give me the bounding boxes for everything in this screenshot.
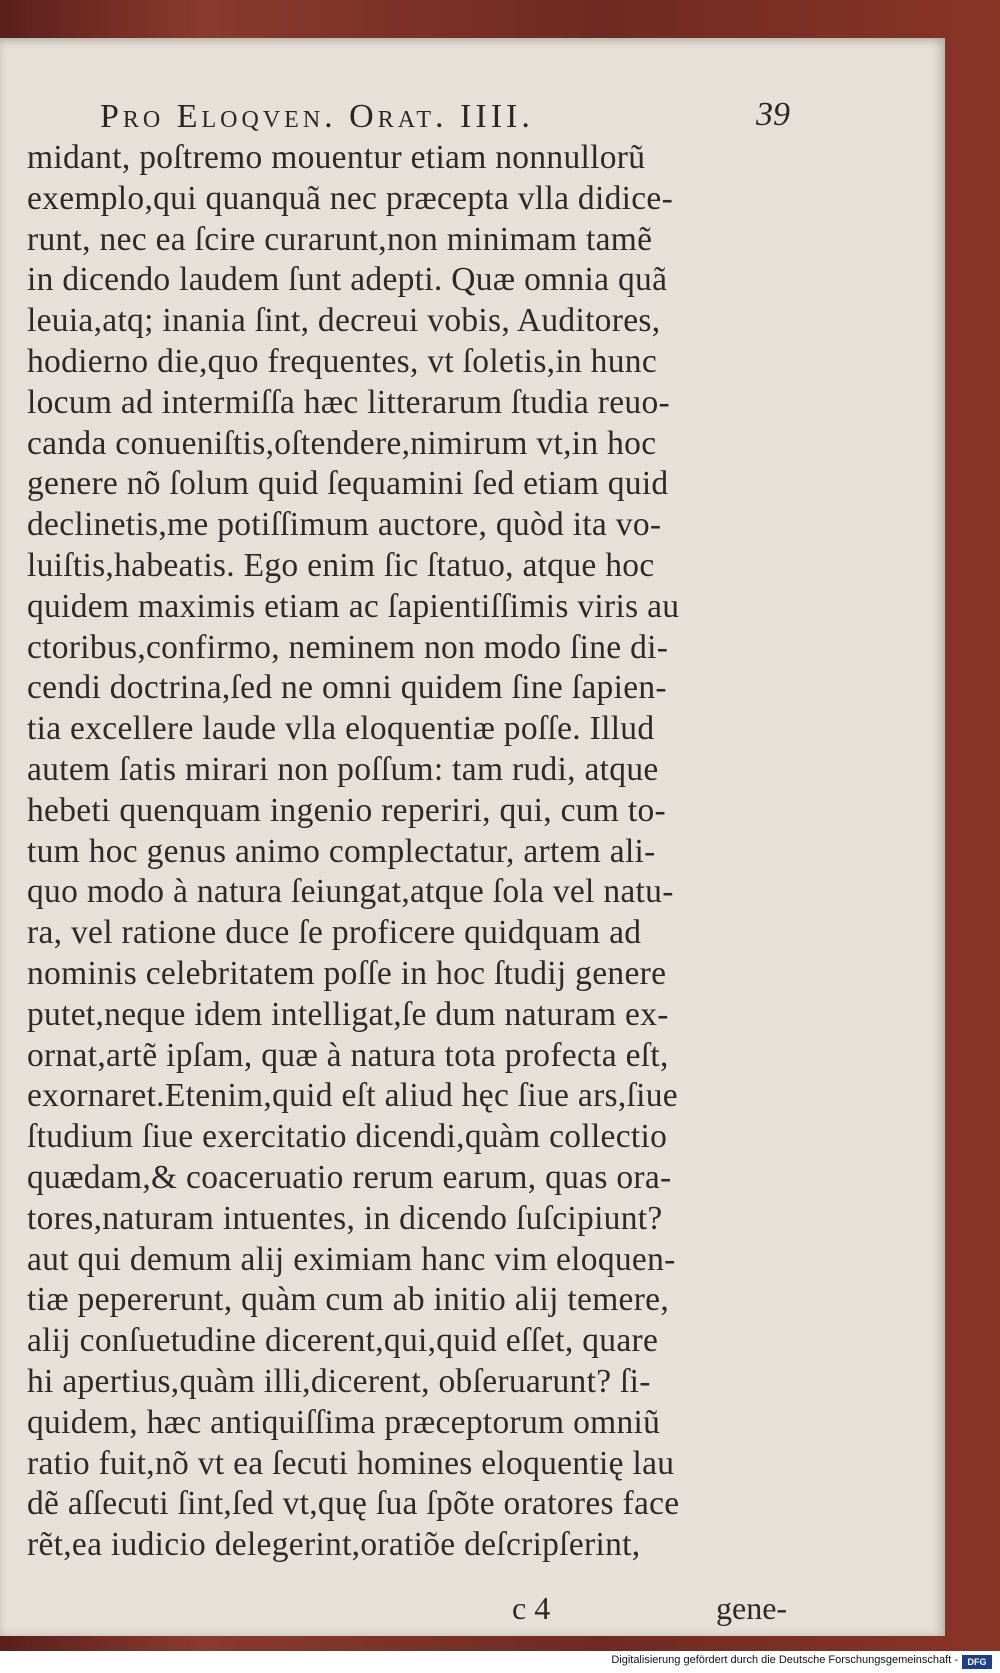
running-header: Pro Eloqven. Orat. IIII. [100, 98, 534, 135]
text-line: luiſtis,habeatis. Ego enim ſic ſtatuo, atque hoc [27, 546, 655, 584]
text-line: ra, vel ratione duce ſe proficere quidquam ad [27, 914, 642, 952]
text-line: ornat,artẽ ipſam, quæ à natura tota profecta eſt, [27, 1036, 669, 1074]
text-line: tia excellere laude vlla eloquentiæ poſſe. Illud [27, 710, 655, 748]
text-line: rẽt,ea iudicio delegerint,oratiõe deſcripſerint, [27, 1526, 641, 1564]
text-line: quædam,& coaceruatio rerum earum, quas ora- [27, 1158, 672, 1196]
text-line: declinetis,me potiſſimum auctore, quòd ita vo- [27, 506, 662, 544]
footer-credit: Digitalisierung gefördert durch die Deutsche Forschungsgemeinschaft - [611, 1654, 958, 1666]
text-line: cendi doctrina,ſed ne omni quidem ſine ſapien- [27, 669, 667, 707]
text-line: putet,neque idem intelligat,ſe dum naturam ex- [27, 995, 669, 1033]
text-line: ratio fuit,nõ vt ea ſecuti homines eloquentię lau [27, 1444, 675, 1482]
text-line: quidem maximis etiam ac ſapientiſſimis viris au [27, 587, 680, 625]
text-line: leuia,atq; inania ſint, decreui vobis, Auditores, [27, 302, 661, 340]
text-line: quo modo à natura ſeiungat,atque ſola vel natu- [27, 873, 674, 911]
text-line: canda conueniſtis,oſtendere,nimirum vt,in hoc [27, 424, 657, 462]
text-line: runt, nec ea ſcire curarunt,non minimam tamẽ [27, 220, 653, 258]
text-line: exornaret.Etenim,quid eſt aliud hęc ſiue ars,ſiue [27, 1077, 678, 1115]
text-line: genere nõ ſolum quid ſequamini ſed etiam quid [27, 465, 669, 503]
text-line: quidem, hæc antiquiſſima præceptorum omniũ [27, 1403, 661, 1441]
text-line: hebeti quenquam ingenio reperiri, qui, cum to- [27, 791, 666, 829]
text-line: midant, poſtremo mouentur etiam nonnullorũ [27, 139, 646, 176]
text-line: locum ad intermiſſa hæc litterarum ſtudia reuo- [27, 383, 670, 421]
signature-mark: c 4 [512, 1590, 551, 1626]
body-text [27, 138, 817, 1566]
text-line: tores,naturam intuentes, in dicendo ſuſcipiunt? [27, 1199, 663, 1237]
catchword: gene- [716, 1590, 788, 1626]
text-line: alij conſuetudine dicerent,qui,quid eſſet, quare [27, 1322, 659, 1360]
dfg-logo: DFG [962, 1655, 992, 1669]
text-line: dẽ aſſecuti ſint,ſed vt,quę ſua ſpõte oratores face [27, 1485, 680, 1523]
text-line: in dicendo laudem ſunt adepti. Quæ omnia quã [27, 261, 668, 299]
page-number: 39 [756, 96, 790, 133]
text-line: hi apertius,quàm illi,dicerent, obſeruarunt? ſi- [27, 1362, 651, 1400]
text-line: ctoribus,confirmo, neminem non modo ſine di- [27, 628, 669, 666]
text-line: ſtudium ſiue exercitatio dicendi,quàm collectio [27, 1118, 668, 1156]
text-line: tiæ pepererunt, quàm cum ab initio alij temere, [27, 1281, 670, 1319]
text-line: hodierno die,quo frequentes, vt ſoletis,in hunc [27, 342, 657, 380]
text-line: tum hoc genus animo complectatur, artem ali- [27, 832, 656, 870]
text-line: autem ſatis mirari non poſſum: tam rudi, atque [27, 750, 659, 788]
text-line: aut qui demum alij eximiam hanc vim eloquen- [27, 1240, 676, 1278]
text-line: nominis celebritatem poſſe in hoc ſtudij genere [27, 954, 667, 992]
text-line: exemplo,qui quanquã nec præcepta vlla didice- [27, 179, 674, 217]
